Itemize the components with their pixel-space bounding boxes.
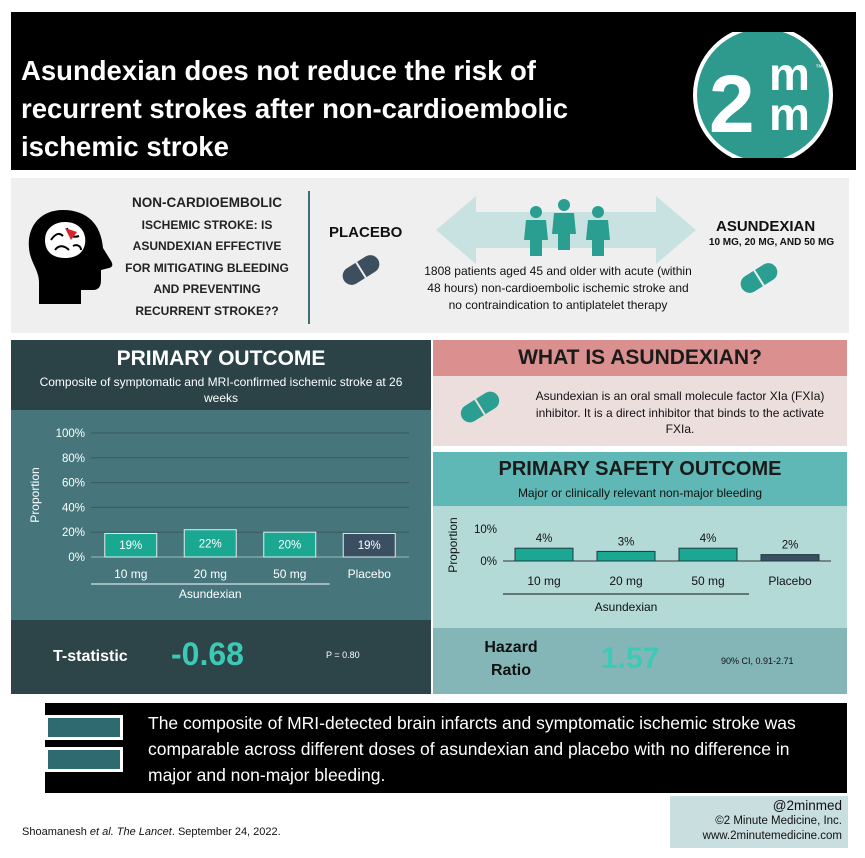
- asundexian-description: Asundexian is an oral small molecule factor XIa (FXIa) inhibitor. It is a direct inhibitor that binds to the activate FXIa.: [535, 389, 825, 436]
- x-category-label: 20 mg: [609, 574, 643, 588]
- y-tick-label: 40%: [61, 502, 85, 515]
- logo-trademark: ™: [815, 63, 823, 72]
- citation: [22, 826, 281, 838]
- y-axis-label: Proportion: [446, 517, 460, 573]
- y-tick-label: 20%: [61, 527, 85, 540]
- placebo-label: PLACEBO: [329, 224, 403, 241]
- x-category-label: 10 mg: [114, 567, 148, 581]
- header-banner: [11, 12, 856, 170]
- hazard-ratio-band: [433, 628, 847, 694]
- y-tick-label: 100%: [55, 428, 85, 440]
- y-tick-label: 60%: [61, 477, 85, 490]
- safety-outcome-subtitle: Major or clinically relevant non-major bleeding: [517, 486, 763, 500]
- x-category-label: 50 mg: [691, 574, 725, 588]
- conclusion-banner: [45, 703, 847, 793]
- safety-outcome-panel: [433, 452, 847, 694]
- conclusion-text: The composite of MRI-detected brain infarcts and symptomatic ischemic stroke was comparable across different doses of asundexian and placebo with no difference in major and non-major bleeding.: [148, 713, 796, 785]
- group-label: Asundexian: [178, 587, 242, 601]
- question-heading: NON-CARDIOEMBOLIC: [132, 195, 282, 210]
- comparison-arrow-icon: [436, 196, 696, 264]
- website-link[interactable]: www.2minutemedicine.com: [702, 830, 842, 842]
- pill-icon: [455, 386, 505, 428]
- bar-value-label: 19%: [119, 540, 143, 553]
- primary-outcome-header: [11, 340, 431, 410]
- what-is-asundexian-panel: [433, 340, 847, 446]
- study-question: [123, 192, 291, 322]
- y-axis-label: Proportion: [28, 467, 42, 523]
- x-category-label: 10 mg: [527, 574, 561, 588]
- patients-description: 1808 patients aged 45 and older with acute (within 48 hours) non-cardioembolic ischemic stroke and no contraindication to antiplatelet therapy: [424, 264, 692, 312]
- bar-value-label: 4%: [699, 533, 717, 546]
- bar: [515, 548, 573, 561]
- copyright: ©2 Minute Medicine, Inc.: [715, 815, 842, 827]
- people-icon: [524, 199, 610, 256]
- bar-value-label: 2%: [781, 539, 799, 552]
- y-tick-label: 10%: [473, 524, 497, 536]
- safety-outcome-chart: [433, 506, 847, 628]
- y-tick-label: 0%: [480, 556, 497, 568]
- x-category-label: Placebo: [768, 574, 812, 588]
- t-statistic-label: T-statistic: [53, 648, 128, 665]
- asundexian-label: ASUNDEXIAN: [716, 218, 816, 235]
- what-is-title: WHAT IS ASUNDEXIAN?: [518, 346, 762, 369]
- intro-section: [11, 178, 849, 333]
- citation-authors: Shoamanesh: [22, 826, 90, 838]
- bar-value-label: 4%: [535, 533, 553, 546]
- y-tick-label: 80%: [61, 452, 85, 465]
- conclusion-bar-icon: [45, 747, 123, 772]
- t-statistic-value: -0.68: [171, 636, 244, 672]
- logo-m-top: m: [769, 48, 810, 100]
- bar-value-label: 3%: [617, 536, 635, 549]
- p-value: P = 0.80: [326, 650, 360, 660]
- primary-outcome-subtitle: Composite of symptomatic and MRI-confirmed ischemic stroke at 26 weeks: [39, 375, 403, 405]
- bar-value-label: 20%: [278, 539, 302, 552]
- hazard-ratio-label: Hazard Ratio: [484, 639, 538, 679]
- asundexian-pill-icon: [735, 258, 783, 298]
- x-category-label: Placebo: [347, 567, 391, 581]
- logo-m-bottom: m: [769, 88, 810, 140]
- what-is-header: [433, 340, 847, 376]
- logo-digit: 2: [709, 59, 755, 150]
- citation-date: . September 24, 2022.: [171, 826, 281, 838]
- brain-head-icon: [25, 206, 115, 306]
- group-label: Asundexian: [594, 600, 658, 614]
- y-tick-label: 0%: [68, 552, 85, 564]
- question-text: ISCHEMIC STROKE: IS ASUNDEXIAN EFFECTIVE FOR MITIGATING BLEEDING AND PREVENTING RECURRENT STROKE??: [125, 217, 289, 318]
- page-title: Asundexian does not reduce the risk of recurrent strokes after non-cardioembolic ischemic stroke: [21, 55, 569, 162]
- safety-outcome-header: [433, 452, 847, 506]
- safety-outcome-title: PRIMARY SAFETY OUTCOME: [498, 458, 782, 480]
- hazard-ratio-value: 1.57: [601, 642, 660, 675]
- twitter-handle: @2minmed: [772, 798, 842, 813]
- primary-outcome-chart: [11, 410, 431, 620]
- confidence-interval: 90% CI, 0.91-2.71: [721, 656, 794, 666]
- x-category-label: 50 mg: [273, 567, 307, 581]
- placebo-pill-icon: [337, 250, 385, 290]
- bar: [679, 548, 737, 561]
- bar: [761, 555, 819, 561]
- bar: [597, 551, 655, 561]
- primary-outcome-title: PRIMARY OUTCOME: [116, 347, 326, 370]
- logo-2minutemedicine: [691, 32, 841, 158]
- conclusion-bar-icon: [45, 715, 123, 740]
- t-statistic-band: [11, 620, 431, 694]
- primary-outcome-panel: [11, 340, 431, 694]
- bar-value-label: 19%: [357, 540, 381, 553]
- asundexian-doses: 10 MG, 20 MG, AND 50 MG: [708, 237, 835, 248]
- brand-box: [670, 796, 848, 848]
- bar-value-label: 22%: [198, 538, 222, 551]
- x-category-label: 20 mg: [193, 567, 227, 581]
- citation-journal: . The Lancet: [110, 826, 172, 838]
- intro-divider: [308, 191, 310, 324]
- citation-etal: et al: [89, 826, 111, 838]
